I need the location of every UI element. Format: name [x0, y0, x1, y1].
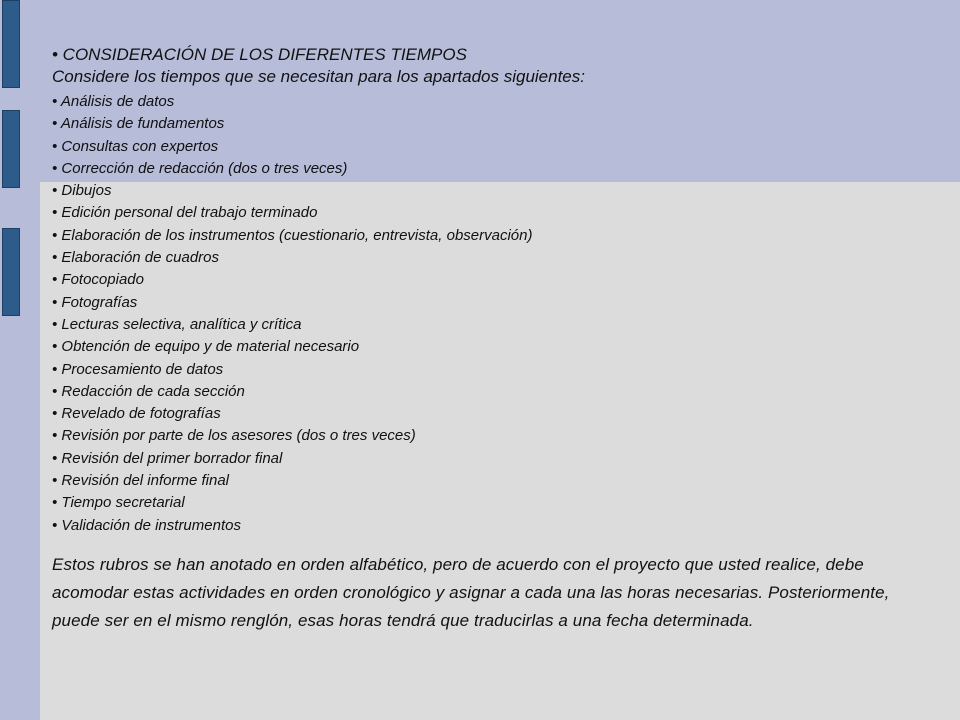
- list-item: • Consultas con expertos: [52, 137, 219, 155]
- list-item: • Corrección de redacción (dos o tres veces): [52, 159, 348, 177]
- list-item: • Tiempo secretarial: [52, 494, 185, 512]
- list-item: • Revisión del informe final: [52, 472, 229, 490]
- list-item: • Validación de instrumentos: [52, 516, 241, 534]
- list-item: • Redacción de cada sección: [52, 382, 245, 400]
- accent-bar: [2, 228, 20, 316]
- list-item: • Obtención de equipo y de material necesario: [52, 338, 360, 356]
- list-item: • Elaboración de los instrumentos (cuestionario, entrevista, observación): [52, 226, 533, 244]
- slide-intro: Considere los tiempos que se necesitan para los apartados siguientes:: [52, 67, 585, 86]
- list-item: • Lecturas selectiva, analítica y crítica: [52, 315, 302, 333]
- list-item: • Edición personal del trabajo terminado: [52, 204, 318, 222]
- list-item: • Elaboración de cuadros: [52, 249, 220, 267]
- list-item: • Revisión del primer borrador final: [52, 449, 283, 467]
- slide-content: [52, 44, 932, 635]
- list-item: • Fotocopiado: [52, 271, 144, 289]
- slide-heading: • CONSIDERACIÓN DE LOS DIFERENTES TIEMPOS: [52, 45, 467, 64]
- list-item: • Revelado de fotografías: [52, 405, 221, 423]
- list-item: • Procesamiento de datos: [52, 360, 224, 378]
- list-item: • Análisis de fundamentos: [52, 115, 225, 133]
- list-item: • Fotografías: [52, 293, 138, 311]
- accent-bar: [2, 110, 20, 188]
- list-item: • Revisión por parte de los asesores (dos o tres veces): [52, 427, 416, 445]
- list-item: • Análisis de datos: [52, 93, 175, 110]
- accent-bar: [2, 0, 20, 88]
- closing-paragraph: Estos rubros se han anotado en orden alfabético, pero de acuerdo con el proyecto que usted realice, debe acomodar estas actividades en orden cronológico y asignar a cada una las horas necesarias. Posteriormente, puede ser en el mismo renglón, esas horas tendrá que traducirlas a una fecha determinada.: [52, 554, 890, 630]
- activity-list: [52, 91, 932, 537]
- list-item: • Dibujos: [52, 182, 112, 200]
